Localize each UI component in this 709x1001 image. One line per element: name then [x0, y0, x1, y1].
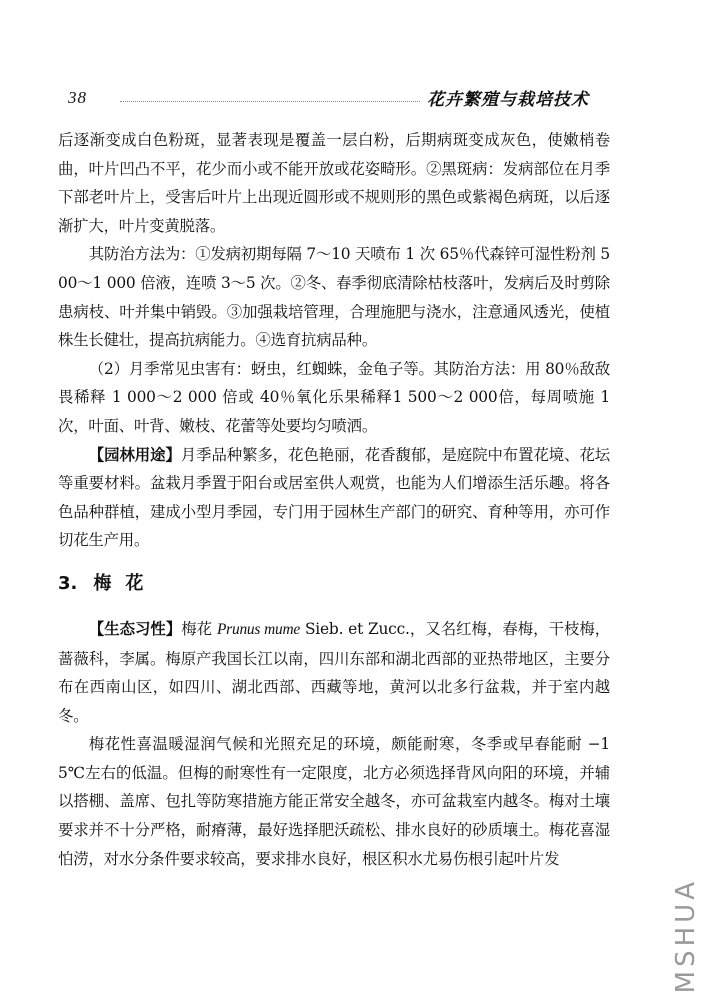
- page-number: 38: [68, 88, 87, 107]
- ecology-tag: 【生态习性】: [88, 619, 182, 638]
- section-heading-plum: [58, 569, 610, 599]
- paragraph-disease-control: 其防治方法为：①发病初期每隔 7～10 天喷布 1 次 65％代森锌可湿性粉剂 500～1 000 倍液，连喷 3～5 次。②冬、春季彻底清除枯枝落叶，发病后及时剪除患病枝、叶并集中销毁。③加强栽培管理，合理施肥与浇水，注意通风透光，使植株生长健壮，提高抗病能力。④选育抗病品种。: [58, 245, 610, 350]
- paragraph-pest-control: （2）月季常见虫害有：蚜虫，红蜘蛛，金龟子等。其防治方法：用 80％敌敌畏稀释 1 000～2 000 倍或 40％氧化乐果稀释1 500～2 000倍，每周喷施 1 次，叶面、叶背、嫩枝、花蕾等处要均匀喷洒。: [58, 359, 610, 435]
- page-body: [58, 126, 610, 873]
- paragraph-ecology: [58, 615, 610, 730]
- section-number: 3.: [58, 572, 78, 594]
- watermark: MSHUA: [671, 877, 701, 993]
- paragraph-climate: 梅花性喜温暖湿润气候和光照充足的环境，颇能耐寒，冬季或早春能耐 −15℃左右的低温。但梅的耐寒性有一定限度，北方必须选择背风向阳的环境，并辅以搭棚、盖席、包扎等防寒措施方能正常安全越冬，亦可盆栽室内越冬。梅对土壤要求并不十分严格，耐瘠薄，最好选择肥沃疏松、排水良好的砂质壤土。梅花喜湿怕涝，对水分条件要求较高，要求排水良好，根区积水尤易伤根引起叶片发: [58, 735, 610, 868]
- ecology-text-a: 梅花: [181, 619, 217, 638]
- paragraph-powdery-mildew: 后逐渐变成白色粉斑，显著表现是覆盖一层白粉，后期病斑变成灰色，使嫩梢卷曲，叶片凹凸不平，花少而小或不能开放或花姿畸形。②黑斑病：发病部位在月季下部老叶片上，受害后叶片上出现近圆形或不规则形的黑色或紫褐色病斑，以后逐渐扩大，叶片变黄脱落。: [58, 131, 610, 235]
- section-title: 梅花: [93, 572, 158, 594]
- header-divider: [120, 101, 420, 102]
- garden-use-text: 月季品种繁多，花色艳丽，花香馥郁，是庭院中布置花境、花坛等重要材料。盆栽月季置于阳台或居室供人观赏，也能为人们增添生活乐趣。将各色品种群植，建成小型月季园，专门用于园林生产部门的研究、育种等用，亦可作切花生产用。: [58, 445, 610, 550]
- running-title: 花卉繁殖与栽培技术: [427, 90, 589, 110]
- paragraph-garden-use: [58, 441, 610, 555]
- latin-name: Prunus mume: [216, 620, 301, 638]
- ecology-text-b: Sieb. et Zucc.，又名红梅，春梅，干枝梅，蔷薇科，李属。梅原产我国长江以南，四川东部和湖北西部的亚热带地区，主要分布在西南山区，如四川、湖北西部、西藏等地，黄河以北多行盆栽，并于室内越冬。: [58, 619, 610, 725]
- garden-use-tag: 【园林用途】: [88, 445, 181, 464]
